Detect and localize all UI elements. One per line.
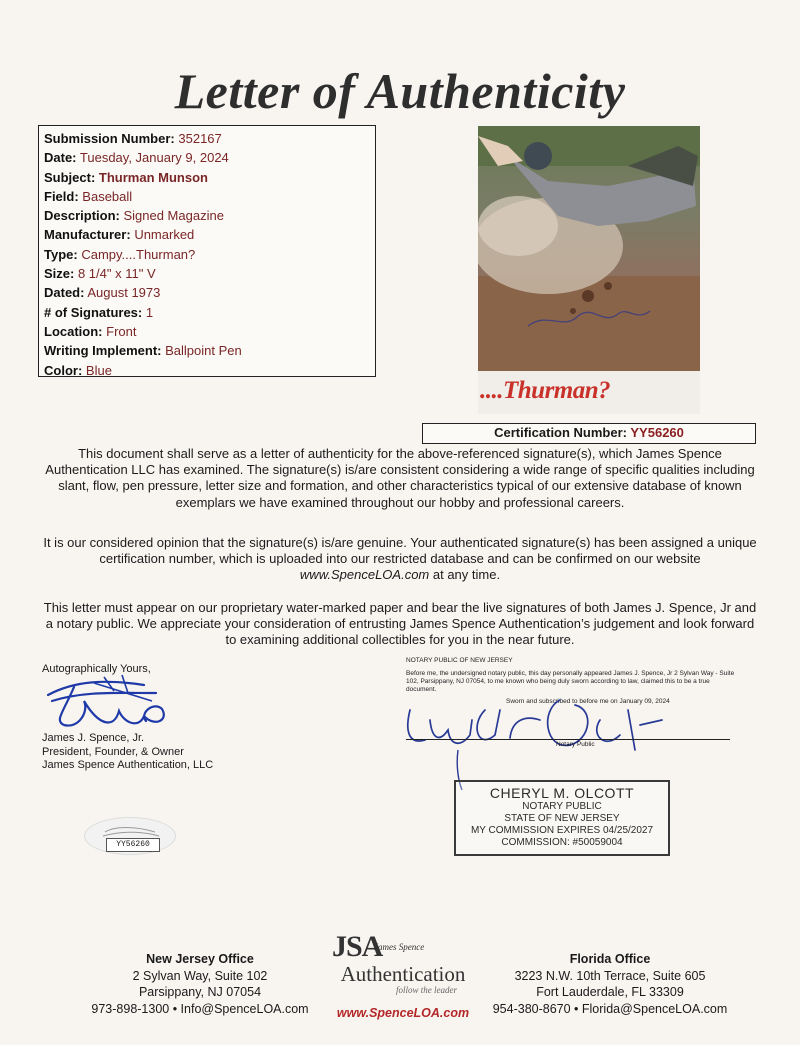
detail-label: Date: bbox=[44, 150, 77, 166]
photo-caption: ....Thurman? bbox=[480, 377, 611, 404]
spence-signature-image bbox=[44, 671, 174, 733]
signer-name: James J. Spence, Jr. bbox=[42, 732, 145, 744]
logo-authentication: Authentication bbox=[340, 962, 466, 986]
nj-address-1: 2 Sylvan Way, Suite 102 bbox=[132, 968, 268, 983]
detail-row bbox=[44, 303, 370, 322]
detail-row bbox=[44, 245, 370, 264]
notary-heading: NOTARY PUBLIC OF NEW JERSEY bbox=[406, 657, 513, 664]
magazine-photo bbox=[478, 126, 700, 414]
detail-row bbox=[44, 322, 370, 341]
fl-office-heading: Florida Office bbox=[569, 952, 651, 966]
detail-value: Thurman Munson bbox=[98, 169, 208, 185]
certification-box bbox=[422, 423, 756, 444]
detail-label: Submission Number: bbox=[44, 131, 175, 146]
fl-address-1: 3223 N.W. 10th Terrace, Suite 605 bbox=[514, 968, 706, 983]
fl-office bbox=[460, 951, 760, 1017]
notary-line-label: Notary Public bbox=[556, 741, 595, 748]
detail-label: Size: bbox=[44, 266, 75, 282]
detail-row bbox=[44, 187, 370, 206]
detail-label: Subject: bbox=[44, 169, 96, 185]
detail-row bbox=[44, 206, 370, 225]
detail-label: Writing Implement: bbox=[44, 343, 162, 359]
detail-value: 1 bbox=[145, 304, 154, 320]
detail-row bbox=[44, 361, 370, 380]
detail-label: Description: bbox=[44, 208, 120, 224]
detail-value: Campy....Thurman? bbox=[81, 246, 196, 262]
detail-label: Field: bbox=[44, 188, 79, 204]
detail-row bbox=[44, 225, 370, 244]
slide-photo-image bbox=[478, 126, 700, 371]
stamp-line-1: NOTARY PUBLIC bbox=[522, 801, 602, 812]
notary-stamp bbox=[454, 780, 670, 856]
detail-value: 352167 bbox=[178, 131, 222, 146]
notary-signature-image bbox=[400, 690, 670, 790]
certification-label: Certification Number: bbox=[494, 425, 627, 440]
nj-address-2: Parsippany, NJ 07054 bbox=[138, 985, 262, 999]
nj-office bbox=[60, 951, 340, 1017]
certification-number: YY56260 bbox=[630, 425, 684, 440]
notary-sworn: Sworn and subscribed to before me on January 09, 2024 bbox=[506, 698, 670, 705]
detail-value: Baseball bbox=[82, 188, 133, 204]
sticker-number: YY56260 bbox=[106, 838, 160, 852]
detail-row bbox=[44, 129, 370, 148]
detail-row bbox=[44, 283, 370, 302]
detail-label: # of Signatures: bbox=[44, 304, 143, 320]
closing-text: Autographically Yours, bbox=[42, 663, 151, 675]
detail-value: Ballpoint Pen bbox=[165, 343, 242, 359]
logo-name: James Spence bbox=[374, 942, 425, 952]
detail-row bbox=[44, 264, 370, 283]
signer-info bbox=[42, 732, 213, 773]
detail-row bbox=[44, 148, 370, 167]
detail-value: Signed Magazine bbox=[123, 208, 224, 224]
detail-label: Type: bbox=[44, 246, 78, 262]
website-link[interactable]: www.SpenceLOA.com bbox=[299, 567, 430, 583]
detail-label: Dated: bbox=[44, 285, 85, 301]
player-slide-illustration bbox=[478, 126, 700, 371]
logo-tagline: follow the leader bbox=[396, 985, 457, 995]
notary-statement: Before me, the undersigned notary public, this day personally appeared James J. Spence, Jr 2 Sylvan Way - Suite 102, Parsippany, NJ 07054, to me known who being duly sworn according to law, claimed this to be a true document. bbox=[406, 670, 735, 693]
paragraph-2-text: It is our considered opinion that the signature(s) is/are genuine. Your authenticated signature(s) has been assigned a unique certification number, which is uploaded into our restricted database and can be confirmed on our website bbox=[43, 535, 757, 567]
detail-value: Unmarked bbox=[134, 227, 195, 243]
stamp-line-3: MY COMMISSION EXPIRES 04/25/2027 bbox=[470, 825, 654, 836]
paragraph-3: This letter must appear on our proprietary water-marked paper and bear the live signatures of both James J. Spence, Jr and a notary public. We appreciate your consideration of entrusting James Spence Authentication’s judgement and look forward to examining additional collectibles for you in the near future. bbox=[43, 600, 757, 648]
details-box bbox=[38, 125, 376, 377]
detail-value: Blue bbox=[85, 362, 112, 378]
detail-label: Manufacturer: bbox=[44, 227, 131, 243]
stamp-name: CHERYL M. OLCOTT bbox=[489, 785, 635, 801]
paragraph-1: This document shall serve as a letter of authenticity for the above-referenced signature(s), which James Spence Authentication LLC has examined. The signature(s) is/are consistent considering a wide range of specific qualities including slant, flow, pen pressure, letter size and formation, and other characteristics typical of our extensive database of known exemplars we have examined throughout our hobby and professional careers. bbox=[45, 446, 755, 510]
detail-row bbox=[44, 341, 370, 360]
detail-value: August 1973 bbox=[87, 285, 161, 301]
detail-label: Location: bbox=[44, 323, 103, 339]
signer-title: President, Founder, & Owner bbox=[42, 745, 184, 758]
footer-website-link[interactable]: www.SpenceLOA.com bbox=[336, 1006, 470, 1020]
logo-jsa: JSA bbox=[332, 930, 383, 963]
page-title: Letter of Authenticity bbox=[174, 63, 626, 119]
stamp-line-2: STATE OF NEW JERSEY bbox=[504, 813, 620, 824]
paragraph-2-end: at any time. bbox=[429, 567, 501, 583]
paragraph-2 bbox=[42, 535, 758, 584]
fl-address-2: Fort Lauderdale, FL 33309 bbox=[536, 985, 684, 999]
nj-contact: 973-898-1300 • Info@SpenceLOA.com bbox=[91, 1001, 309, 1016]
notary-signature-line bbox=[406, 739, 730, 740]
detail-value: 8 1/4" x 11" V bbox=[77, 266, 156, 282]
nj-office-heading: New Jersey Office bbox=[146, 952, 254, 966]
detail-label: Color: bbox=[44, 362, 83, 378]
stamp-line-4: COMMISSION: #50059004 bbox=[501, 837, 623, 848]
fl-contact: 954-380-8670 • Florida@SpenceLOA.com bbox=[492, 1001, 728, 1016]
signer-block bbox=[42, 663, 214, 771]
detail-value: Front bbox=[106, 323, 137, 339]
detail-value: Tuesday, January 9, 2024 bbox=[79, 150, 229, 166]
signer-company: James Spence Authentication, LLC bbox=[42, 759, 214, 771]
detail-row bbox=[44, 168, 370, 187]
